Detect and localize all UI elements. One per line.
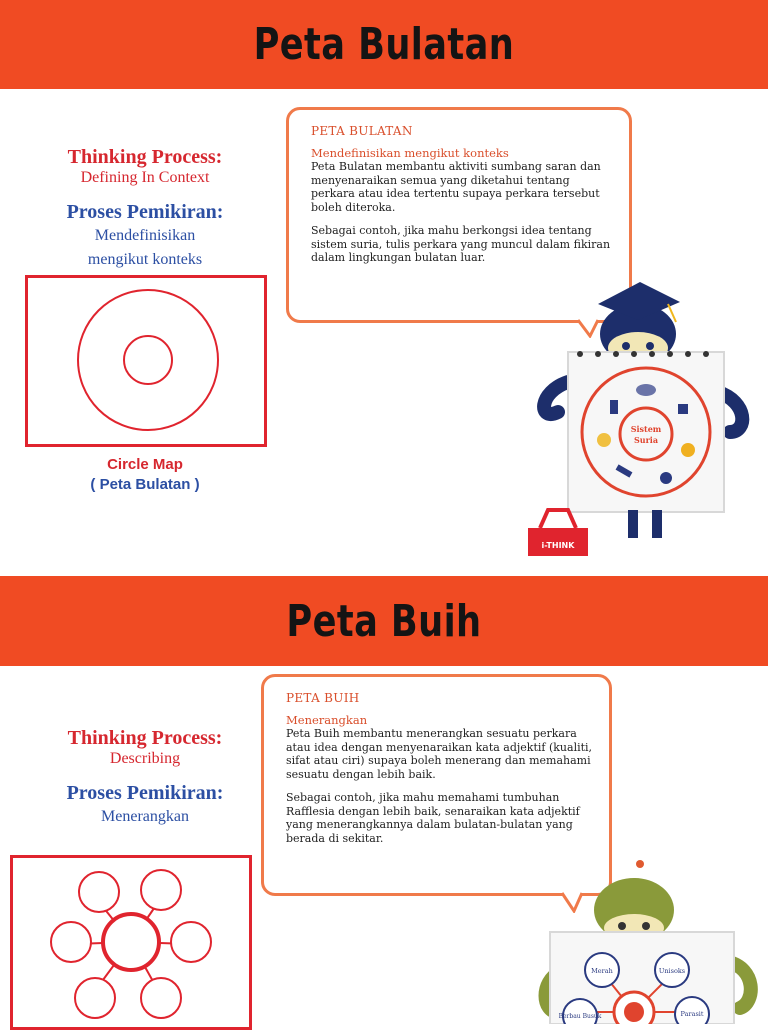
section2-title: Peta Buih — [286, 595, 482, 647]
bubble-label-unisoks: Unisoks — [658, 967, 686, 975]
alien-icon — [660, 472, 672, 484]
caption-english: Circle Map — [107, 456, 183, 473]
outer-bubble — [75, 978, 115, 1018]
moon-icon — [597, 433, 611, 447]
section2-thinking-process — [10, 727, 280, 829]
bubble-label-berbau-busuk: Berbau Busuk — [558, 1013, 602, 1020]
section2-header-band — [0, 576, 768, 666]
bubble-map-svg — [13, 858, 249, 1028]
sistem-suria-label-2: Suria — [633, 435, 659, 445]
bubble-title: PETA BUIH — [286, 691, 360, 705]
saturn-icon — [636, 384, 656, 396]
mascot-circle-map-illustration — [518, 282, 758, 572]
circle-map-diagram — [25, 275, 267, 447]
inner-circle — [124, 336, 172, 384]
outer-bubble — [79, 872, 119, 912]
toolbox-label: i-THINK — [541, 541, 575, 550]
proses-pemikiran-value-line1: Mendefinisikan — [94, 227, 196, 244]
sistem-suria-label-1: Sistem — [630, 424, 662, 434]
rocket-icon — [610, 400, 618, 414]
bubble-label-merah: Merah — [591, 967, 613, 975]
section1-thinking-process — [10, 146, 280, 272]
caption-malay: ( Peta Bulatan ) — [90, 476, 200, 493]
circle-map-svg — [28, 278, 264, 444]
bubble-paragraph-1: Peta Buih membantu menerangkan sesuatu perkara atau idea dengan menyenaraikan kata adjektif (kualiti, sifat atau ciri) supaya boleh menerang dan memahami sesuatu dengan lebih baik. — [286, 727, 593, 781]
bubble-title: PETA BULATAN — [311, 124, 413, 138]
proses-pemikiran-heading: Proses Pemikiran: — [66, 782, 224, 804]
thinking-process-heading: Thinking Process: — [67, 146, 223, 168]
thinking-process-value: Describing — [109, 750, 181, 767]
proses-pemikiran-value-line2: mengikut konteks — [87, 251, 203, 268]
outer-bubble — [171, 922, 211, 962]
thinking-process-value: Defining In Context — [80, 169, 210, 186]
bubble-label-parasit: Parasit — [680, 1010, 704, 1018]
outer-bubble — [141, 870, 181, 910]
bubble-paragraph-2: Sebagai contoh, jika mahu berkongsi idea tentang sistem suria, tulis perkara yang muncul dalam fikiran dalam lingkungan bulatan luar. — [311, 224, 611, 264]
section1-title: Peta Bulatan — [253, 19, 515, 70]
section1-header-band — [0, 0, 768, 89]
thinking-process-heading: Thinking Process: — [67, 727, 223, 749]
flower-icon — [636, 860, 644, 868]
circle-map-caption — [20, 455, 270, 495]
proses-pemikiran-value: Menerangkan — [101, 808, 189, 825]
bubble-subtitle: Mendefinisikan mengikut konteks — [311, 146, 509, 160]
bubble-paragraph-2: Sebagai contoh, jika mahu memahami tumbuhan Rafflesia dengan lebih baik, senaraikan kata adjektif yang menerangkannya dalam bulatan-bulatan yang berada di sekitar. — [286, 791, 580, 845]
center-bubble — [103, 914, 159, 970]
astronaut-icon — [678, 404, 688, 414]
proses-pemikiran-heading: Proses Pemikiran: — [66, 201, 224, 223]
mascot-bubble-map-illustration — [530, 852, 766, 1024]
bubble-paragraph-1: Peta Bulatan membantu aktiviti sumbang saran dan menyenaraikan semua yang diketahui tentang perkara atau idea tertentu supaya perkara tersebut boleh diteroka. — [311, 160, 601, 214]
sun-icon — [681, 443, 695, 457]
outer-bubble — [51, 922, 91, 962]
bubble-subtitle: Menerangkan — [286, 713, 368, 727]
bubble-map-diagram — [10, 855, 252, 1030]
outer-bubble — [141, 978, 181, 1018]
outer-circle — [78, 290, 218, 430]
rafflesia-icon — [624, 1002, 644, 1022]
